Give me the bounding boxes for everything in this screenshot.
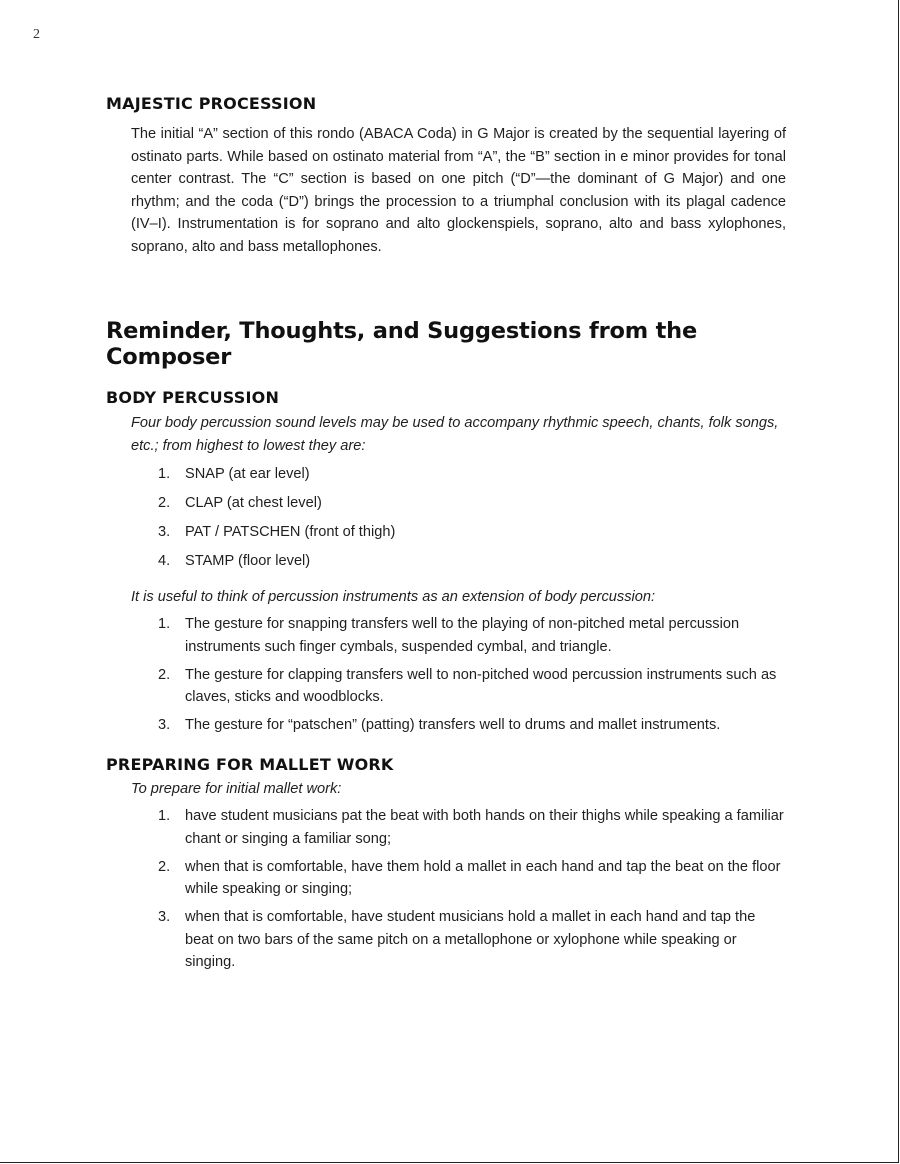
list-item: 1. The gesture for snapping transfers well to the playing of non-pitched metal percussion instruments such finger cymbals, suspended cymbal, and triangle. bbox=[158, 616, 740, 655]
list-item: 2. The gesture for clapping transfers well to non-pitched wood percussion instruments such as claves, sticks and woodblocks. bbox=[158, 666, 777, 705]
reminder-title: Reminder, Thoughts, and Suggestions from the Composer bbox=[106, 318, 698, 370]
mallet-work-heading: PREPARING FOR MALLET WORK bbox=[106, 754, 394, 774]
list-item: 2. CLAP (at chest level) bbox=[158, 495, 322, 511]
mallet-steps-list bbox=[106, 805, 786, 974]
majestic-procession-section bbox=[106, 94, 786, 258]
body-percussion-section bbox=[106, 388, 786, 737]
body-percussion-intro: Four body percussion sound levels may be used to accompany rhythmic speech, chants, folk songs, etc.; from highest to lowest they are: bbox=[131, 415, 779, 454]
list-item: 3. when that is comfortable, have student musicians hold a mallet in each hand and tap the beat on two bars of the same pitch on a metallophone or xylophone while speaking or singing. bbox=[158, 909, 756, 970]
list-item: 1. have student musicians pat the beat with both hands on their thighs while speaking a familiar chant or singing a familiar song; bbox=[158, 808, 784, 847]
sound-levels-list bbox=[106, 463, 786, 573]
page-number: 2 bbox=[33, 27, 40, 42]
mallet-work-intro: To prepare for initial mallet work: bbox=[131, 780, 342, 797]
page-content bbox=[106, 94, 786, 979]
extension-intro: It is useful to think of percussion instruments as an extension of body percussion: bbox=[131, 588, 656, 605]
list-item: 2. when that is comfortable, have them hold a mallet in each hand and tap the beat on the floor while speaking or singing; bbox=[158, 858, 781, 897]
majestic-procession-paragraph: The initial “A” section of this rondo (ABACA Coda) in G Major is created by the sequential layering of ostinato parts. While based on ostinato material from “A”, the “B” section in e minor provides for tonal center contrast. The “C” section is based on one pitch (“D”—the dominant of G Major) and one rhythm; and the coda (“D”) brings the procession to a triumphal conclusion with its plagal cadence (IV–I). Instrumentation is for soprano and alto glockenspiels, soprano, alto and bass xylophones, soprano, alto and bass metallophones. bbox=[131, 126, 786, 255]
mallet-work-section bbox=[106, 755, 786, 974]
list-item: 1. SNAP (at ear level) bbox=[158, 466, 310, 482]
extension-list bbox=[106, 613, 786, 737]
body-percussion-heading: BODY PERCUSSION bbox=[106, 388, 280, 407]
majestic-procession-heading: MAJESTIC PROCESSION bbox=[106, 94, 317, 113]
list-item: 3. The gesture for “patschen” (patting) transfers well to drums and mallet instruments. bbox=[158, 717, 721, 733]
list-item: 3. PAT / PATSCHEN (front of thigh) bbox=[158, 524, 396, 540]
list-item: 4. STAMP (floor level) bbox=[158, 553, 311, 569]
